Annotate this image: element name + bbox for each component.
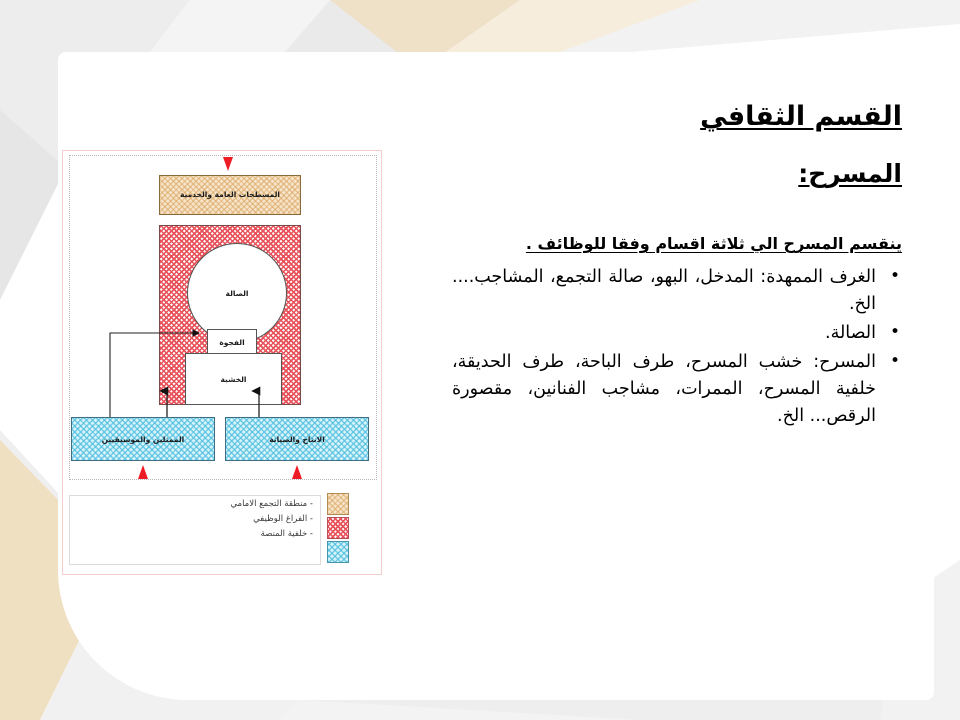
legend-swatches — [327, 493, 351, 565]
legend-swatch-tan-icon — [327, 493, 349, 515]
stage-box — [185, 353, 282, 405]
public-service-areas-box — [159, 175, 301, 215]
legend-swatch-blue-icon — [327, 541, 349, 563]
lead-statement: ينقسم المسرح الي ثلاثة اقسام وفقا للوظائف . — [525, 234, 902, 253]
bullet-list — [452, 264, 902, 431]
legend-item-stage-backing: - خلفية المنصة — [260, 528, 313, 539]
legend-item-functional-void: - الفراغ الوظيفي — [253, 513, 313, 524]
theatre-zoning-diagram — [62, 150, 382, 575]
production-maintenance-label: الانتاج والصيانة — [269, 434, 325, 444]
list-item: • المسرح: خشب المسرح، طرف الباحة، طرف الحديقة، خلفية المسرح، الممرات، مشاجب الفنانين، مقصورة الرقص... الخ. — [452, 349, 902, 430]
functional-void-box — [159, 225, 301, 405]
list-item: • الغرف الممهدة: المدخل، البهو، صالة التجمع، المشاجب.... الخ. — [452, 264, 902, 318]
actors-musicians-box — [71, 417, 215, 461]
legend-item-front-gathering: - منطقة التجمع الامامي — [230, 499, 313, 509]
hall-label: الصالة — [225, 288, 249, 298]
text-column — [452, 100, 902, 432]
legend-rows — [69, 497, 317, 542]
hall-circle — [187, 243, 287, 343]
stage-label: الخشبة — [220, 374, 247, 384]
actors-musicians-label: الممثلين والموسيقيين — [101, 434, 185, 444]
list-item: • الصالة. — [452, 320, 902, 347]
page-title: القسم الثقافي — [700, 101, 902, 132]
gap-label: الفجوة — [219, 338, 245, 347]
diagram-legend — [69, 491, 377, 569]
production-maintenance-box — [225, 417, 369, 461]
gap-box — [207, 329, 257, 356]
public-service-areas-label: المسطحات العامة والخدمية — [179, 189, 280, 199]
section-subtitle: المسرح: — [798, 158, 902, 188]
legend-swatch-red-icon — [327, 517, 349, 539]
